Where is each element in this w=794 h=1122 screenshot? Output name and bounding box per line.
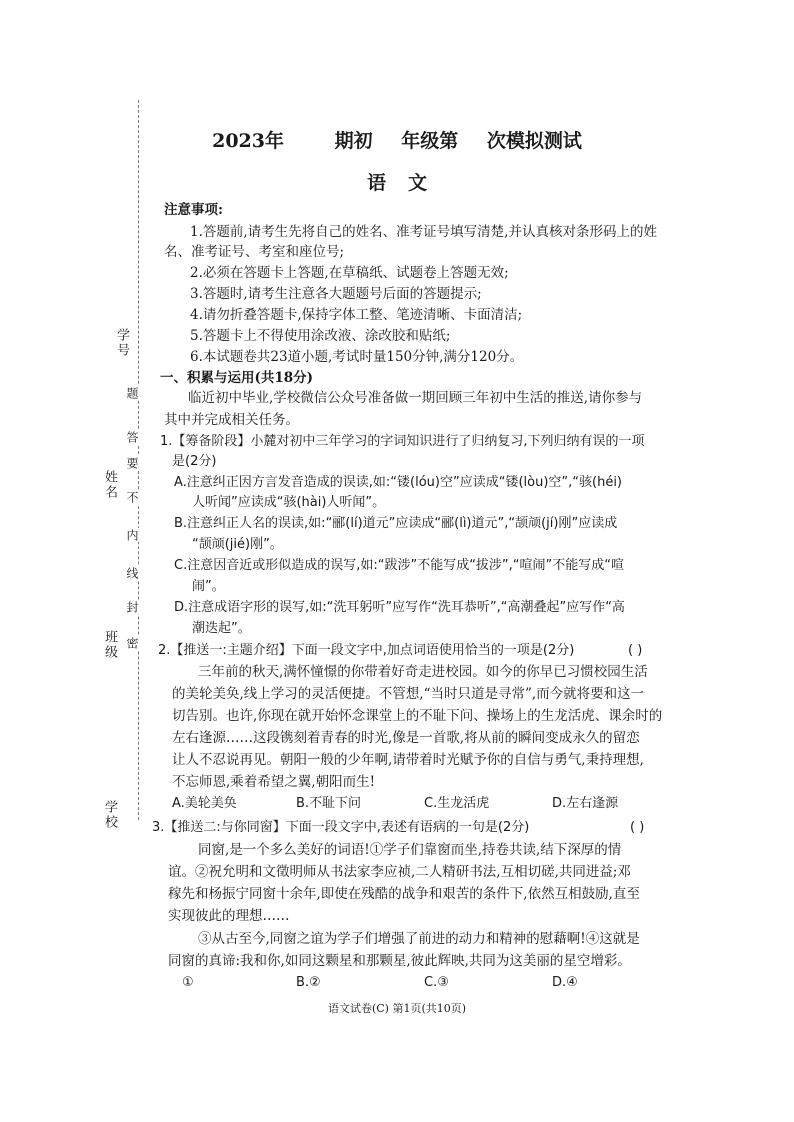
q1-option-d: D.注意成语字形的误写,如:“洗耳躬听”应写作“洗耳恭听”,“高潮叠起”应写作“高 — [174, 600, 625, 615]
binding-warning-char: 内 — [125, 529, 139, 541]
title-term: 期初 — [334, 130, 373, 152]
q2-stem: 2.【推送一:主题介绍】下面一段文字中,加点词语使用恰当的一项是(2分) — [158, 643, 575, 658]
notes-item: 5.答题卡上不得使用涂改液、涂改胶和贴纸; — [190, 328, 451, 344]
school-label: 学校 — [102, 800, 117, 830]
q3-option-d: D.④ — [552, 975, 578, 990]
binding-warning-char: 题 — [125, 387, 139, 399]
page-footer: 语文试卷(C) 第1页(共10页) — [327, 1002, 467, 1015]
binding-warning-char: 密 — [125, 637, 139, 649]
binding-warning-char: 线 — [125, 567, 139, 579]
exam-title — [0, 126, 794, 153]
title-grade: 年级第 — [401, 130, 459, 152]
q1-stem: 是(2分) — [172, 454, 217, 469]
title-test: 次模拟测试 — [486, 130, 582, 152]
title-year: 2023年 — [212, 130, 284, 152]
subject-title: 语文 — [366, 172, 449, 194]
q3-option-a: ① — [182, 975, 194, 990]
q3-passage: 同窗的真谛:我和你,如同这颗星和那颗星,彼此辉映,共同为这美丽的星空增彩。 — [168, 953, 631, 969]
q2-option-d: D.左右逢源 — [552, 796, 619, 811]
binding-warning-char: 不 — [125, 491, 139, 503]
notes-item: 1.答题前,请考生先将自己的姓名、准考证号填写清楚,并认真核对条形码上的姓 — [190, 224, 657, 240]
notes-item: 3.答题时,请考生注意各大题题号后面的答题提示; — [190, 286, 482, 302]
q3-answer-bracket: ( ) — [630, 820, 645, 835]
q3-stem: 3.【推送二:与你同窗】下面一段文字中,表述有语病的一句是(2分) — [152, 820, 530, 835]
q3-option-c: C.③ — [424, 975, 449, 990]
binding-warning-char: 要 — [125, 457, 139, 469]
q2-option-a: A.美轮美奂 — [172, 796, 237, 811]
q2-option-b: B.不耻下问 — [296, 796, 362, 811]
notes-item: 4.请勿折叠答题卡,保持字体工整、笔迹清晰、卡面清洁; — [190, 307, 523, 323]
notes-item: 6.本试题卷共23道小题,考试时量150分钟,满分120分。 — [190, 349, 524, 365]
q1-option-a: 人听闻”应读成“骇(hài)人听闻”。 — [192, 495, 386, 510]
q2-passage: 不忘师恩,乘着希望之翼,朝阳而生! — [172, 774, 376, 790]
student-id-label: 学号 — [114, 328, 129, 358]
q2-passage: 的美轮美奂,线上学习的灵活便捷。不管想,“当时只道是寻常”,而今就将要和这一 — [172, 686, 645, 702]
notes-heading: 注意事项: — [164, 202, 223, 218]
notes-item: 名、准考证号、考室和座位号; — [164, 244, 345, 260]
name-label: 姓名 — [102, 470, 117, 500]
q1-option-b: B.注意纠正人名的误读,如:“郦(lí)道元”应读成“郦(lì)道元”,“颉颃(jí)刚”应读成 — [174, 516, 618, 531]
q2-option-c: C.生龙活虎 — [424, 796, 490, 811]
class-label: 班级 — [102, 630, 117, 660]
q3-passage: 同窗,是一个多么美好的词语!①学子们靠窗而坐,持卷共读,结下深厚的情 — [198, 842, 622, 858]
q1-stem: 1.【筹备阶段】小麓对初中三年学习的字词知识进行了归纳复习,下列归纳有误的一项 — [160, 434, 645, 449]
section-heading: 一、积累与运用(共18分) — [160, 370, 314, 386]
q3-passage: 实现彼此的理想…… — [168, 908, 290, 924]
q2-passage: 三年前的秋天,满怀憧憬的你带着好奇走进校园。如今的你早已习惯校园生活 — [198, 664, 648, 680]
binding-warning-char: 答 — [125, 431, 139, 443]
q2-passage: 左右逢源……这段镌刻着青春的时光,像是一首歌,将从前的瞬间变成永久的留恋 — [172, 730, 640, 746]
q2-passage: 切告别。也许,你现在就开始怀念课堂上的不耻下问、操场上的生龙活虎、课余时的 — [172, 708, 663, 724]
section-intro: 其中并完成相关任务。 — [164, 412, 299, 428]
q2-passage: 让人不忍说再见。朝阳一般的少年啊,请带着时光赋予你的自信与勇气,秉持理想, — [172, 752, 644, 768]
q3-passage: 谊。②祝允明和文徵明师从书法家李应祯,二人精研书法,互相切磋,共同进益;邓 — [168, 864, 631, 880]
q3-passage: 稼先和杨振宁同窗十余年,即使在残酷的战争和艰苦的条件下,依然互相鼓励,直至 — [168, 886, 640, 902]
binding-warning-char: 封 — [125, 601, 139, 613]
q1-option-a: A.注意纠正因方言发音造成的误读,如:“镂(lóu)空”应读成“镂(lòu)空”,“骇(héi) — [174, 475, 623, 490]
q3-option-b: B.② — [296, 975, 321, 990]
section-intro: 临近初中毕业,学校微信公众号准备做一期回顾三年初中生活的推送,请你参与 — [188, 390, 643, 406]
q3-passage: ③从古至今,同窗之谊为学子们增强了前进的动力和精神的慰藉啊!④这就是 — [198, 931, 640, 947]
q1-option-c: C.注意因音近或形似造成的误写,如:“跋涉”不能写成“拔涉”,“喧闹”不能写成“喧 — [174, 558, 624, 573]
q1-option-d: 潮迭起”。 — [192, 621, 251, 636]
q1-option-b: “颉颃(jié)刚”。 — [192, 537, 283, 552]
q1-option-c: 闹”。 — [192, 579, 225, 594]
q2-answer-bracket: ( ) — [628, 643, 643, 658]
notes-item: 2.必须在答题卡上答题,在草稿纸、试题卷上答题无效; — [190, 265, 509, 281]
